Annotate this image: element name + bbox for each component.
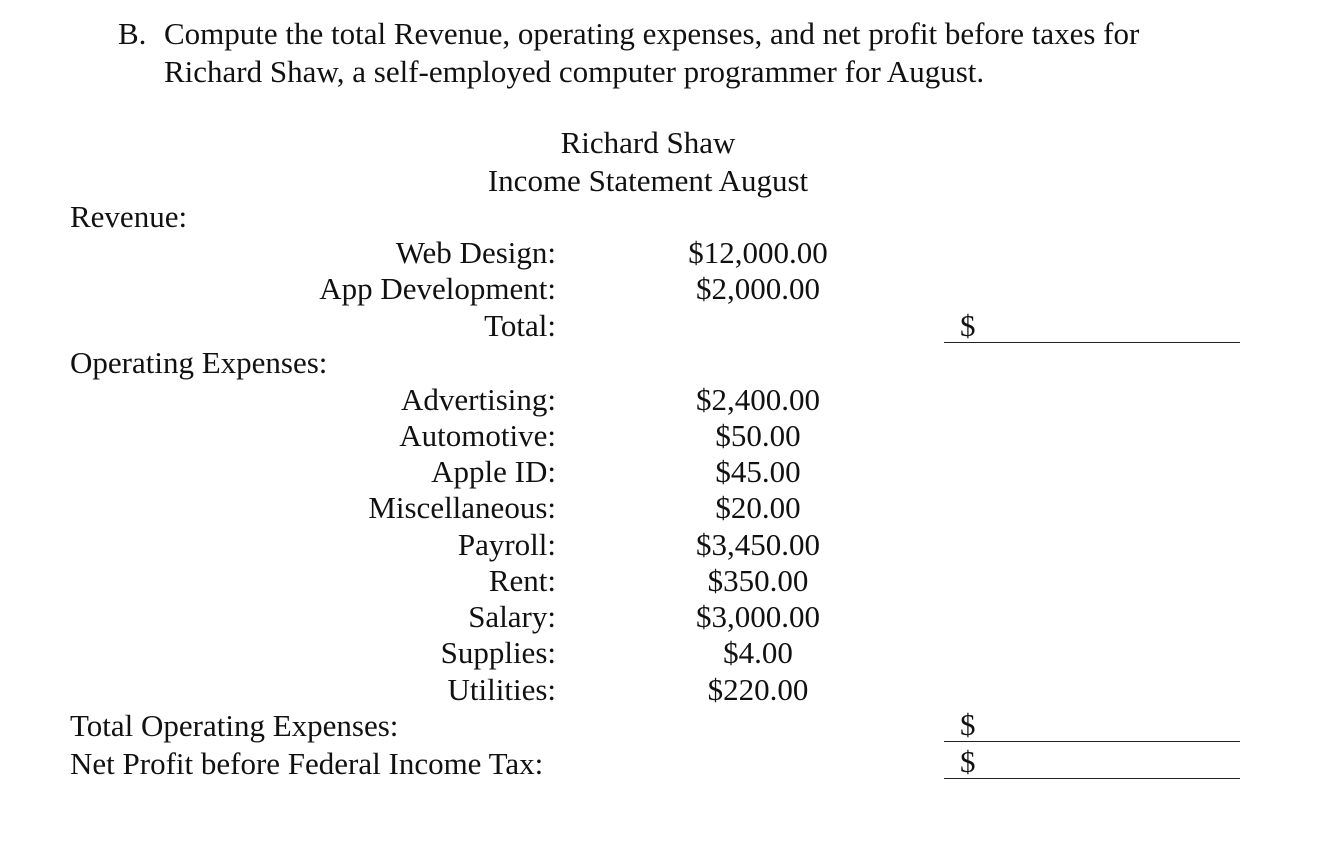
expense-item-amount: $3,450.00 (696, 527, 820, 562)
expense-item-label: Advertising: (401, 382, 556, 417)
revenue-item-amount: $12,000.00 (688, 235, 828, 270)
expense-item-amount: $350.00 (707, 563, 809, 598)
expense-item-amount: $3,000.00 (696, 599, 820, 634)
expense-item-amount: $45.00 (715, 454, 801, 489)
total-operating-expenses-label: Total Operating Expenses: (70, 708, 399, 743)
question-letter: B. (118, 16, 147, 51)
expense-item-amount: $4.00 (723, 635, 793, 670)
expense-item-amount: $2,400.00 (696, 382, 820, 417)
operating-expenses-heading: Operating Expenses: (70, 345, 328, 380)
expense-item-label: Payroll: (457, 527, 556, 562)
revenue-item-amount: $2,000.00 (696, 271, 820, 306)
net-profit-currency: $ (960, 744, 976, 779)
expense-item-amount: $20.00 (715, 490, 801, 525)
expense-item-label: Rent: (488, 563, 556, 598)
net-profit-label: Net Profit before Federal Income Tax: (70, 746, 544, 781)
expense-item-label: Utilities: (447, 672, 556, 707)
revenue-total-label: Total: (484, 308, 556, 343)
statement-title: Income Statement August (487, 163, 809, 198)
total-operating-expenses-answer-blank[interactable] (944, 709, 1240, 742)
expense-item-label: Automotive: (399, 418, 556, 453)
expense-item-amount: $220.00 (707, 672, 809, 707)
revenue-total-currency: $ (960, 308, 976, 343)
question-text-line-2: Richard Shaw, a self-employed computer programmer for August. (164, 54, 985, 89)
revenue-heading: Revenue: (70, 199, 188, 234)
expense-item-amount: $50.00 (715, 418, 801, 453)
net-profit-answer-blank[interactable] (944, 746, 1240, 779)
expense-item-label: Apple ID: (431, 454, 556, 489)
revenue-item-label: Web Design: (395, 235, 556, 270)
expense-item-label: Miscellaneous: (368, 490, 556, 525)
total-operating-expenses-currency: $ (960, 707, 976, 742)
expense-item-label: Salary: (468, 599, 556, 634)
revenue-total-answer-blank[interactable] (944, 310, 1240, 343)
question-text-line-1: Compute the total Revenue, operating expenses, and net profit before taxes for (164, 16, 1140, 51)
statement-name: Richard Shaw (560, 125, 736, 160)
revenue-item-label: App Development: (319, 271, 556, 306)
expense-item-label: Supplies: (440, 635, 556, 670)
